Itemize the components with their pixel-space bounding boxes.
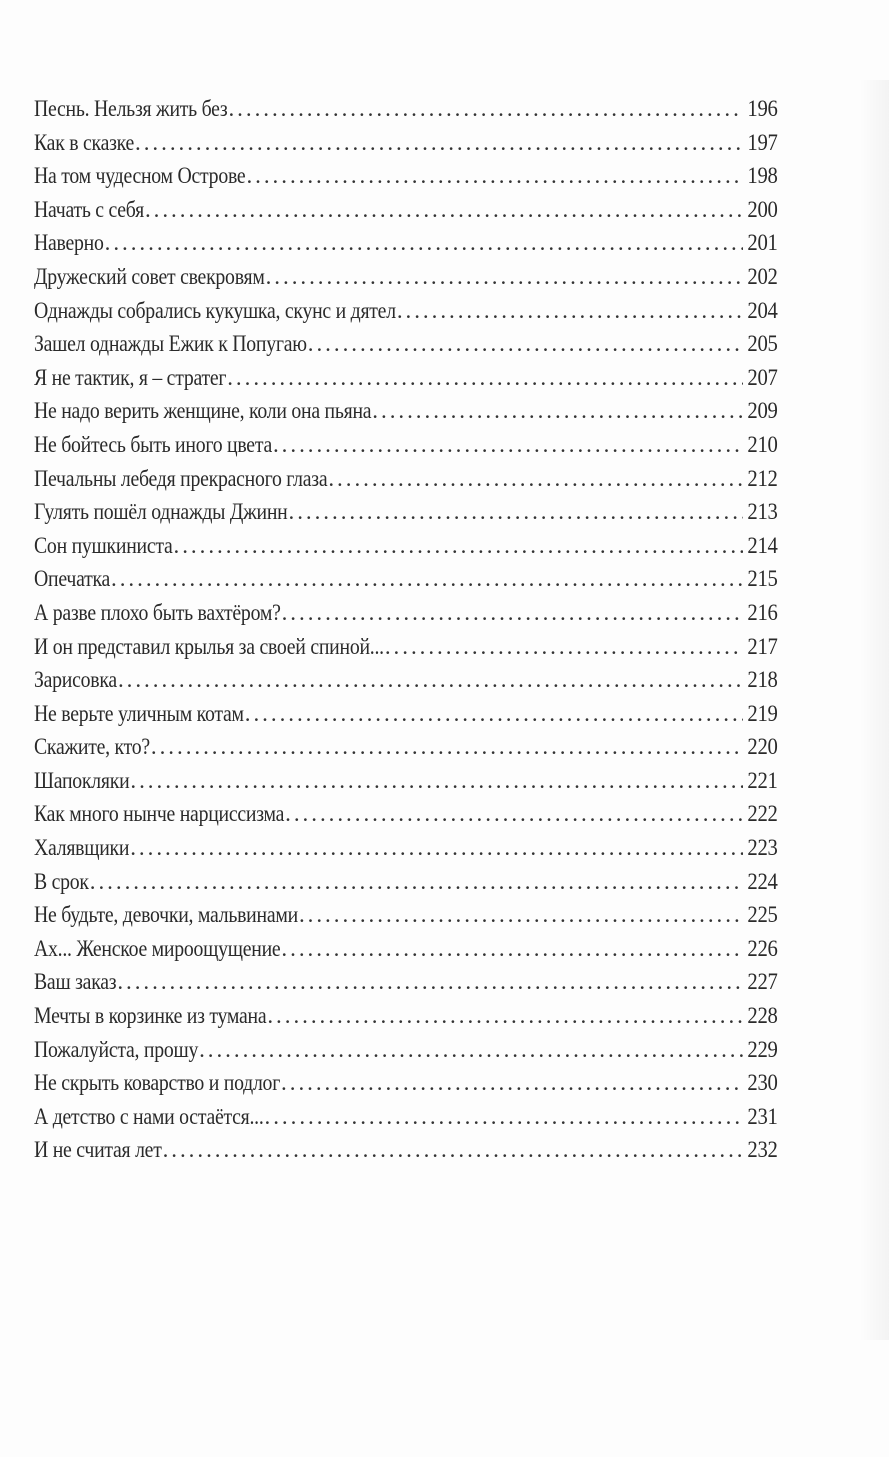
toc-entry <box>34 630 778 664</box>
dot-leader <box>308 327 744 361</box>
toc-entry-page-number: 218 <box>747 667 778 693</box>
toc-entry-title: Не будьте, девочки, мальвинами <box>34 902 298 928</box>
toc-entry-title: Однажды собрались кукушка, скунс и дятел <box>34 297 396 323</box>
toc-entry-page-number: 232 <box>747 1137 778 1163</box>
toc-entry-title: И он представил крылья за своей спиной... <box>34 633 384 659</box>
toc-entry <box>34 394 778 428</box>
toc-entry-page-number: 222 <box>747 801 778 827</box>
toc-entry <box>34 226 778 260</box>
toc-entry <box>34 428 778 462</box>
table-of-contents <box>34 92 778 1167</box>
toc-entry-title: Не надо верить женщине, коли она пьяна <box>34 398 372 424</box>
toc-entry <box>34 697 778 731</box>
dot-leader <box>246 159 743 193</box>
toc-entry-title: Песнь. Нельзя жить без <box>34 96 228 121</box>
toc-entry-page-number: 205 <box>747 331 778 357</box>
toc-entry-page-number: 226 <box>747 935 778 961</box>
toc-entry-page-number: 210 <box>747 431 778 457</box>
dot-leader <box>111 562 743 596</box>
toc-entry-page-number: 207 <box>747 364 778 390</box>
toc-entry <box>34 999 778 1033</box>
toc-entry-title: И не считая лет <box>34 1137 162 1163</box>
toc-entry-page-number: 197 <box>747 129 778 155</box>
toc-entry-title: Шапокляки <box>34 767 130 793</box>
toc-entry <box>34 831 778 865</box>
toc-entry <box>34 562 778 596</box>
toc-entry-page-number: 223 <box>747 835 778 861</box>
dot-leader <box>385 630 744 664</box>
toc-entry <box>34 898 778 932</box>
dot-leader <box>174 529 744 563</box>
dot-leader <box>282 596 744 630</box>
toc-entry <box>34 260 778 294</box>
toc-entry-page-number: 227 <box>747 969 778 995</box>
toc-entry <box>34 596 778 630</box>
toc-entry-title: Сон пушкиниста <box>34 532 173 558</box>
toc-entry-title: Дружеский совет свекровям <box>34 263 265 289</box>
toc-entry <box>34 1066 778 1100</box>
dot-leader <box>163 1133 744 1167</box>
dot-leader <box>151 730 744 764</box>
toc-entry <box>34 193 778 227</box>
toc-entry-page-number: 221 <box>747 767 778 793</box>
dot-leader <box>397 294 744 328</box>
dot-leader <box>285 797 743 831</box>
toc-entry-title: Скажите, кто? <box>34 734 150 760</box>
toc-entry <box>34 730 778 764</box>
dot-leader <box>130 831 743 865</box>
toc-entry-title: Не скрыть коварство и подлог <box>34 1070 281 1096</box>
toc-entry <box>34 1033 778 1067</box>
dot-leader <box>90 865 744 899</box>
toc-entry-title: Пожалуйста, прошу <box>34 1036 199 1062</box>
toc-entry-title: Зашел однажды Ежик к Попугаю <box>34 331 307 357</box>
dot-leader <box>267 999 743 1033</box>
dot-leader <box>199 1033 743 1067</box>
dot-leader <box>118 663 743 697</box>
toc-entry-title: Зарисовка <box>34 667 117 693</box>
dot-leader <box>228 92 743 126</box>
toc-entry <box>34 1100 778 1134</box>
toc-entry <box>34 495 778 529</box>
toc-entry-page-number: 219 <box>747 700 778 726</box>
toc-entry-title: Ваш заказ <box>34 969 117 995</box>
toc-entry <box>34 764 778 798</box>
toc-entry-title: Мечты в корзинке из тумана <box>34 1003 267 1029</box>
toc-entry-title: Халявщики <box>34 835 130 861</box>
toc-entry-title: Печальны лебедя прекрасного глаза <box>34 465 328 491</box>
dot-leader <box>265 1100 744 1134</box>
toc-entry <box>34 529 778 563</box>
toc-entry <box>34 865 778 899</box>
toc-entry-title: А детство с нами остаётся... <box>34 1103 264 1129</box>
toc-entry-title: В срок <box>34 868 89 894</box>
dot-leader <box>130 764 743 798</box>
toc-entry-page-number: 200 <box>747 196 778 222</box>
toc-entry-title: На том чудесном Острове <box>34 163 246 189</box>
toc-entry-title: Как в сказке <box>34 129 135 155</box>
toc-entry <box>34 159 778 193</box>
dot-leader <box>227 361 743 395</box>
toc-entry <box>34 797 778 831</box>
toc-entry-page-number: 215 <box>747 566 778 592</box>
toc-entry-page-number: 229 <box>747 1036 778 1062</box>
toc-entry <box>34 361 778 395</box>
toc-entry-page-number: 213 <box>747 499 778 525</box>
toc-entry-page-number: 196 <box>747 96 778 121</box>
toc-entry-page-number: 228 <box>747 1003 778 1029</box>
dot-leader <box>117 965 743 999</box>
toc-entry-page-number: 204 <box>747 297 778 323</box>
dot-leader <box>245 697 744 731</box>
toc-entry-page-number: 202 <box>747 263 778 289</box>
dot-leader <box>105 226 744 260</box>
toc-entry-page-number: 198 <box>747 163 778 189</box>
toc-entry <box>34 932 778 966</box>
toc-entry-page-number: 231 <box>747 1103 778 1129</box>
toc-entry-page-number: 224 <box>747 868 778 894</box>
toc-entry-title: Как много нынче нарциссизма <box>34 801 285 827</box>
toc-entry-page-number: 230 <box>747 1070 778 1096</box>
dot-leader <box>281 1066 743 1100</box>
toc-entry-title: Я не тактик, я – стратег <box>34 364 227 390</box>
toc-entry <box>34 294 778 328</box>
toc-entry-page-number: 220 <box>747 734 778 760</box>
toc-entry-title: Не бойтесь быть иного цвета <box>34 431 272 457</box>
dot-leader <box>372 394 743 428</box>
toc-entry-page-number: 214 <box>747 532 778 558</box>
toc-entry-page-number: 212 <box>747 465 778 491</box>
dot-leader <box>299 898 743 932</box>
dot-leader <box>273 428 743 462</box>
toc-entry-title: А разве плохо быть вахтёром? <box>34 599 281 625</box>
toc-entry-page-number: 216 <box>747 599 778 625</box>
toc-entry <box>34 126 778 160</box>
toc-entry <box>34 965 778 999</box>
dot-leader <box>289 495 744 529</box>
toc-entry-title: Опечатка <box>34 566 111 592</box>
toc-entry-page-number: 225 <box>747 902 778 928</box>
toc-entry <box>34 92 778 126</box>
show-through-shadow <box>859 80 889 1340</box>
toc-entry-title: Наверно <box>34 230 104 256</box>
toc-entry-title: Гулять пошёл однажды Джинн <box>34 499 288 525</box>
toc-entry-page-number: 201 <box>747 230 778 256</box>
toc-entry <box>34 327 778 361</box>
dot-leader <box>135 126 743 160</box>
toc-entry-page-number: 217 <box>747 633 778 659</box>
toc-entry <box>34 1133 778 1167</box>
toc-entry-title: Начать с себя <box>34 196 144 222</box>
toc-entry-title: Ах... Женское мироощущение <box>34 935 281 961</box>
dot-leader <box>328 462 743 496</box>
toc-entry <box>34 663 778 697</box>
dot-leader <box>281 932 743 966</box>
dot-leader <box>266 260 744 294</box>
toc-entry <box>34 462 778 496</box>
toc-entry-page-number: 209 <box>747 398 778 424</box>
toc-entry-title: Не верьте уличным котам <box>34 700 244 726</box>
dot-leader <box>145 193 743 227</box>
